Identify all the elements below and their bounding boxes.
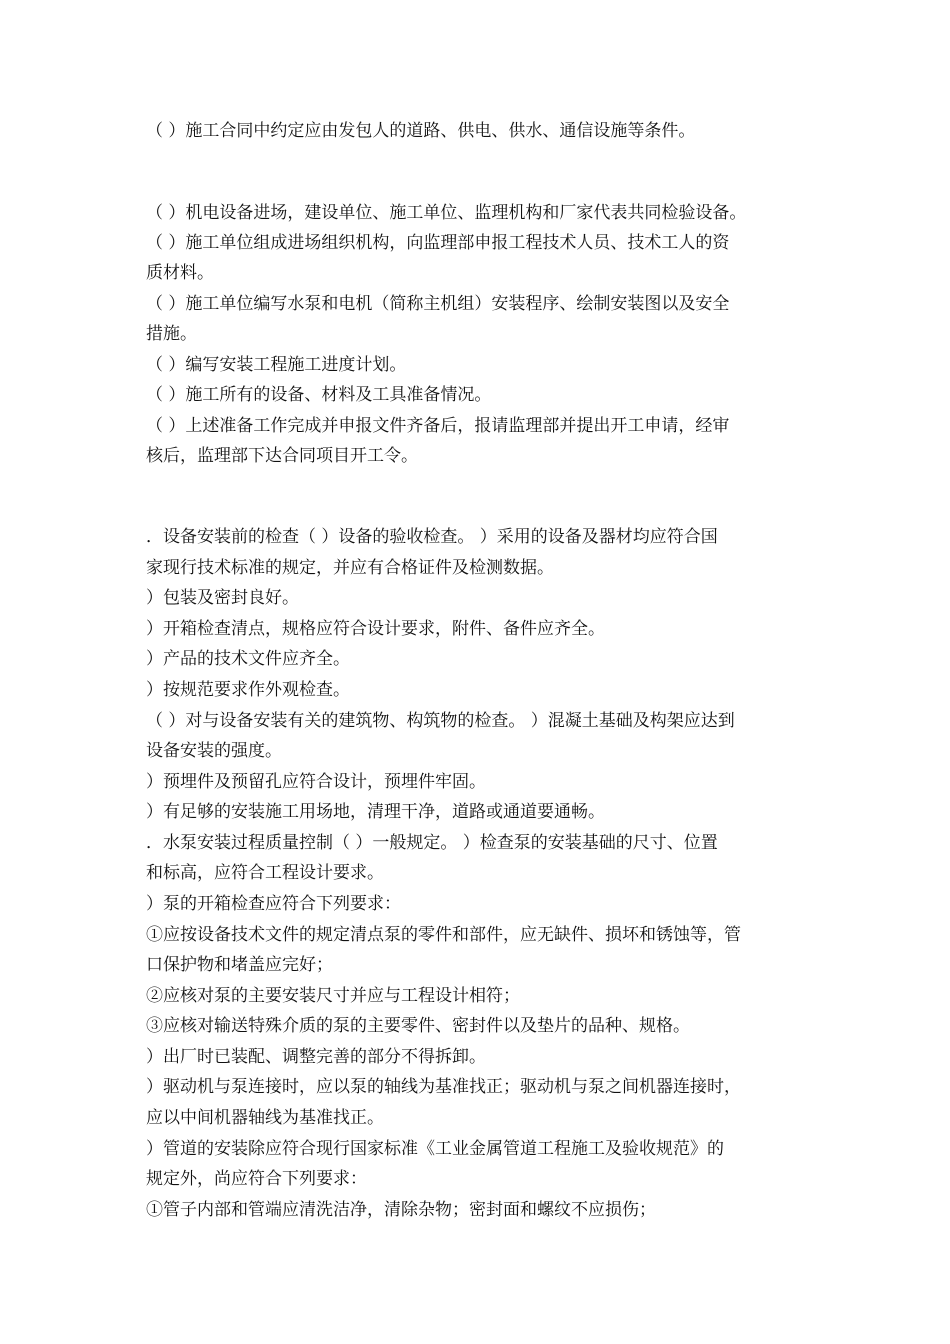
text-line: 家现行技术标准的规定，并应有合格证件及检测数据。 bbox=[146, 558, 554, 578]
text-line: （ ）对与设备安装有关的建筑物、构筑物的检查。 ）混凝土基础及构架应达到 bbox=[146, 711, 735, 731]
text-line: （ ）编写安装工程施工进度计划。 bbox=[146, 355, 407, 375]
text-line: 和标高，应符合工程设计要求。 bbox=[146, 863, 384, 883]
text-line: ）产品的技术文件应齐全。 bbox=[146, 649, 350, 669]
text-line: ）开箱检查清点，规格应符合设计要求，附件、备件应齐全。 bbox=[146, 619, 605, 639]
text-line: ）泵的开箱检查应符合下列要求： bbox=[146, 894, 401, 914]
text-line: ③应核对输送特殊介质的泵的主要零件、密封件以及垫片的品种、规格。 bbox=[146, 1016, 690, 1036]
text-line: ．水泵安装过程质量控制（ ）一般规定。 ）检查泵的安装基础的尺寸、位置 bbox=[146, 833, 718, 853]
text-line: ）驱动机与泵连接时，应以泵的轴线为基准找正；驱动机与泵之间机器连接时， bbox=[146, 1077, 741, 1097]
section-heading bbox=[146, 472, 818, 502]
text-line: 口保护物和堵盖应完好； bbox=[146, 955, 333, 975]
text-line: （ ）施工合同中约定应由发包人的道路、供电、供水、通信设施等条件。 bbox=[146, 121, 696, 141]
text-line: 核后，监理部下达合同项目开工令。 bbox=[146, 446, 418, 466]
text-line: 措施。 bbox=[146, 324, 197, 344]
text-line: ）包装及密封良好。 bbox=[146, 588, 299, 608]
text-line: ）有足够的安装施工用场地，清理干净，道路或通道要通畅。 bbox=[146, 802, 605, 822]
text-line: （ ）施工单位编写水泵和电机（简称主机组）安装程序、绘制安装图以及安全 bbox=[146, 294, 730, 314]
text-line: 应以中间机器轴线为基准找正。 bbox=[146, 1108, 384, 1128]
text-line: 质材料。 bbox=[146, 263, 214, 283]
text-line: 设备安装的强度。 bbox=[146, 741, 282, 761]
text-line: ①应按设备技术文件的规定清点泵的零件和部件，应无缺件、损坏和锈蚀等，管 bbox=[146, 925, 741, 945]
section-heading bbox=[146, 146, 818, 176]
text-line: （ ）施工单位组成进场组织机构，向监理部申报工程技术人员、技术工人的资 bbox=[146, 233, 730, 253]
text-line: ）管道的安装除应符合现行国家标准《工业金属管道工程施工及验收规范》的 bbox=[146, 1139, 724, 1159]
text-line: ．设备安装前的检查（ ）设备的验收检查。 ）采用的设备及器材均应符合国 bbox=[146, 527, 718, 547]
text-line: ①管子内部和管端应清洗洁净，清除杂物；密封面和螺纹不应损伤； bbox=[146, 1200, 656, 1220]
text-line: ）预埋件及预留孔应符合设计，预埋件牢固。 bbox=[146, 772, 486, 792]
text-line: ）出厂时已装配、调整完善的部分不得拆卸。 bbox=[146, 1047, 486, 1067]
text-line: ）按规范要求作外观检查。 bbox=[146, 680, 350, 700]
text-line: （ ）机电设备进场，建设单位、施工单位、监理机构和厂家代表共同检验设备。 bbox=[146, 203, 747, 223]
text-line: 规定外，尚应符合下列要求： bbox=[146, 1169, 367, 1189]
text-line: （ ）上述准备工作完成并申报文件齐备后，报请监理部并提出开工申请，经审 bbox=[146, 416, 730, 436]
text-line: ②应核对泵的主要安装尺寸并应与工程设计相符； bbox=[146, 986, 520, 1006]
text-line: （ ）施工所有的设备、材料及工具准备情况。 bbox=[146, 385, 492, 405]
